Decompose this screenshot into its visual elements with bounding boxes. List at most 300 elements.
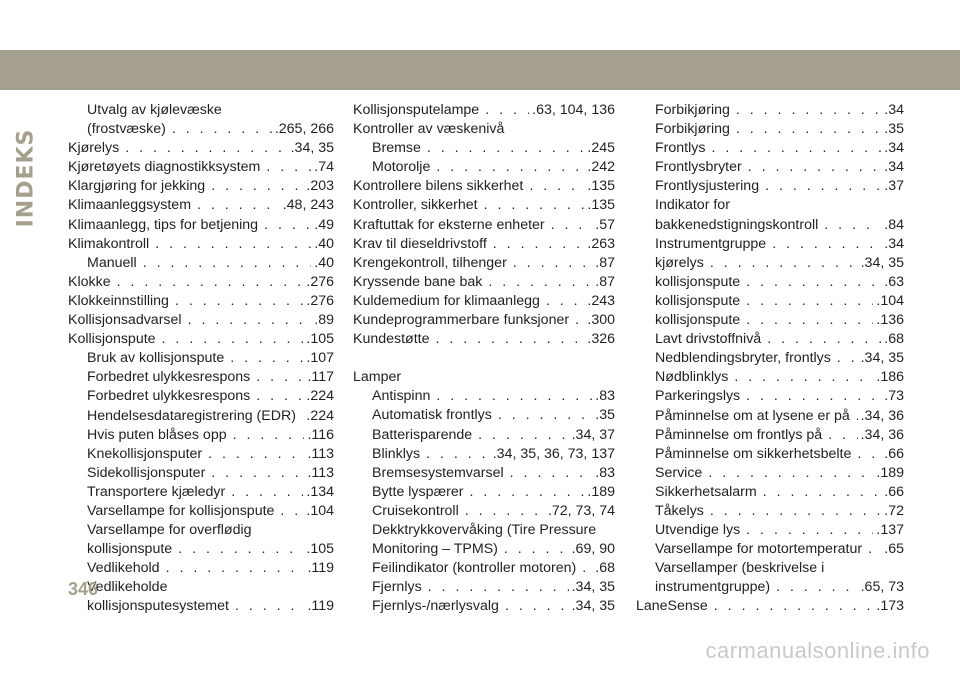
entry-pages: .34 [884, 102, 904, 118]
entry-pages: .224 [306, 388, 334, 405]
index-entry [636, 101, 904, 120]
entry-text: Kjøretøyets diagnostikksystem [68, 159, 261, 176]
index-entry [353, 158, 615, 177]
dot-leader [746, 521, 873, 540]
entry-text: Krav til dieseldrivstoff [353, 235, 487, 252]
dot-leader [211, 177, 303, 196]
entry-pages: .113 [307, 464, 334, 481]
entry-text: Påminnelse om sikkerhetsbelte [655, 445, 852, 462]
entry-pages: .35 [595, 407, 615, 424]
entry-text: Automatisk frontlys [372, 407, 492, 424]
index-entry [68, 273, 334, 292]
entry-text: Kuldemedium for klimaanlegg [353, 292, 540, 309]
entry-text: Antispinn [372, 388, 431, 405]
entry-text: Fjernlys [372, 579, 422, 596]
index-entry [636, 540, 904, 559]
entry-text: Kundeprogrammerbare funksjoner [353, 312, 570, 329]
entry-pages: .245 [587, 140, 615, 157]
dot-leader [714, 597, 874, 616]
dot-leader [868, 540, 881, 559]
entry-pages: .116 [307, 426, 334, 443]
entry-pages: .72 [884, 502, 904, 519]
entry-pages: .113 [307, 445, 334, 462]
index-entry [68, 235, 334, 254]
index-entry [636, 445, 904, 464]
index-entry [636, 464, 904, 483]
entry-text: Frontlysjustering [655, 178, 760, 195]
entry-pages: .66 [884, 445, 904, 462]
index-entry [353, 387, 615, 406]
entry-text: Feilindikator (kontroller motoren) [372, 560, 577, 577]
index-entry [68, 311, 334, 330]
entry-pages: .263 [587, 235, 615, 252]
index-entry [353, 483, 615, 502]
entry-pages: .65, 73 [860, 579, 904, 596]
entry-pages: .66 [884, 483, 904, 500]
entry-text: Transportere kjæledyr [87, 483, 226, 500]
dot-leader [175, 292, 303, 311]
index-entry [636, 597, 904, 616]
index-entry [68, 502, 334, 521]
entry-pages: .243 [587, 292, 615, 309]
index-entry [353, 120, 615, 139]
entry-pages: .84 [884, 216, 904, 233]
dot-leader [302, 407, 303, 426]
dot-leader [488, 273, 592, 292]
index-entry [68, 177, 334, 196]
entry-text: Krengekontroll, tilhenger [353, 254, 507, 271]
entry-pages: .40 [314, 254, 334, 271]
dot-leader [188, 311, 312, 330]
entry-text: Kollisjonsputelampe [353, 102, 480, 118]
entry-text: Klimakontroll [68, 235, 150, 252]
index-entry [636, 578, 904, 597]
entry-pages: .34, 36 [860, 426, 904, 443]
entry-text: Lamper [353, 369, 402, 386]
entry-text: Vedlikehold [87, 560, 160, 577]
entry-pages: .37 [884, 178, 904, 195]
entry-text: (frostvæske) [87, 121, 166, 138]
dot-leader [143, 254, 312, 273]
entry-text: Nedblendingsbryter, frontlys [655, 350, 831, 367]
dot-leader [231, 483, 303, 502]
index-entry [353, 502, 615, 521]
entry-pages: .73 [884, 388, 904, 405]
dot-leader [484, 196, 585, 215]
dot-leader [837, 349, 858, 368]
index-entry [68, 120, 334, 139]
dot-leader [172, 120, 272, 139]
entry-pages: .65 [884, 541, 904, 558]
entry-pages: .135 [587, 178, 615, 195]
entry-text: Klokke [68, 273, 111, 290]
entry-text: kollisjonspute [655, 292, 741, 309]
dot-leader [551, 216, 593, 235]
entry-pages: .119 [307, 560, 334, 577]
entry-pages: .57 [595, 216, 615, 233]
dot-leader [767, 330, 881, 349]
dot-leader [166, 559, 305, 578]
entry-text: Klargjøring for jekking [68, 178, 206, 195]
dot-leader [155, 235, 311, 254]
entry-text: Kryssende bane bak [353, 273, 483, 290]
entry-pages: .242 [587, 159, 615, 176]
entry-text: Blinklys [372, 445, 421, 462]
entry-text: instrumentgruppe) [655, 579, 771, 596]
entry-text: kollisjonspute [655, 312, 741, 329]
entry-pages: .137 [876, 522, 904, 539]
entry-text: Påminnelse om frontlys på [655, 426, 823, 443]
index-entry [636, 311, 904, 330]
index-entry [636, 216, 904, 235]
entry-text: Cruisekontroll [372, 502, 459, 519]
entry-pages: .276 [306, 273, 334, 290]
entry-text: Bremsesystemvarsel [372, 464, 504, 481]
index-entry [68, 330, 334, 349]
entry-pages: .300 [587, 312, 615, 329]
index-entry [68, 559, 334, 578]
entry-pages: .189 [587, 483, 615, 500]
entry-text: Service [655, 464, 703, 481]
entry-pages: .134 [306, 483, 334, 500]
index-entry [68, 426, 334, 445]
entry-pages: .224 [306, 407, 334, 424]
top-margin [0, 0, 960, 50]
entry-pages: .136 [876, 312, 904, 329]
dot-leader [197, 196, 280, 215]
index-entry [353, 540, 615, 559]
dot-leader [230, 349, 303, 368]
dot-leader [734, 368, 873, 387]
index-entry [68, 254, 334, 273]
index-entry [353, 216, 615, 235]
entry-text: Instrumentgruppe [655, 235, 767, 252]
dot-leader [465, 502, 545, 521]
index-entry [636, 177, 904, 196]
index-entry [636, 196, 904, 215]
index-entry [68, 445, 334, 464]
index-entry [68, 464, 334, 483]
entry-text: Kraftuttak for eksterne enheter [353, 216, 545, 233]
index-entry [636, 368, 904, 387]
entry-text: Hendelsesdataregistrering (EDR) [87, 407, 296, 424]
entry-text: Indikator for [655, 197, 730, 214]
entry-pages: .105 [306, 541, 334, 558]
index-entry [636, 426, 904, 445]
entry-text: Kontroller, sikkerhet [353, 197, 478, 214]
index-entry [636, 292, 904, 311]
entry-pages: .34, 35 [860, 254, 904, 271]
entry-pages: .87 [595, 254, 615, 271]
dot-leader [746, 292, 873, 311]
entry-text: Kjørelys [68, 140, 120, 157]
entry-text: kjørelys [655, 254, 704, 271]
dot-leader [710, 254, 858, 273]
dot-leader [264, 216, 311, 235]
entry-pages: .107 [306, 350, 334, 367]
dot-leader [529, 177, 584, 196]
entry-pages: .104 [876, 292, 904, 309]
dot-leader [824, 216, 881, 235]
dot-leader [776, 578, 857, 597]
dot-leader [711, 139, 881, 158]
entry-pages: .34, 36 [860, 407, 904, 424]
dot-leader [736, 120, 881, 139]
entry-text: Hvis puten blåses opp [87, 426, 227, 443]
dot-leader [208, 445, 304, 464]
index-entry [636, 330, 904, 349]
entry-text: Sidekollisjonsputer [87, 464, 206, 481]
entry-text: LaneSense [636, 598, 708, 615]
dot-leader [233, 426, 305, 445]
entry-text: Lavt drivstoffnivå [655, 331, 762, 348]
index-entry [636, 273, 904, 292]
index-entry [353, 559, 615, 578]
entry-text: Påminnelse om at lysene er på [655, 407, 850, 424]
entry-pages: .34, 35 [571, 598, 615, 615]
entry-text: Parkeringslys [655, 388, 741, 405]
entry-pages: .104 [306, 502, 334, 519]
entry-text: Vedlikeholde [87, 579, 168, 596]
section-label: INDEKS [13, 128, 39, 228]
entry-pages: .63, 104, 136 [532, 102, 615, 118]
index-entry [636, 349, 904, 368]
dot-leader [117, 273, 304, 292]
entry-text: Forbedret ulykkesrespons [87, 388, 251, 405]
index-entry [636, 502, 904, 521]
entry-pages: .48, 243 [282, 197, 334, 214]
index-entry [636, 254, 904, 273]
entry-pages: .203 [306, 178, 334, 195]
dot-leader [504, 540, 569, 559]
index-entry [636, 387, 904, 406]
dot-leader [763, 483, 882, 502]
entry-text: Forbedret ulykkesrespons [87, 369, 251, 386]
dot-leader [436, 387, 592, 406]
entry-pages: .34, 37 [571, 426, 615, 443]
index-entry [636, 120, 904, 139]
entry-pages: .89 [314, 312, 334, 329]
dot-leader [746, 311, 873, 330]
dot-leader [478, 426, 568, 445]
entry-text: Varsellampe for overflødig [87, 522, 252, 539]
index-entry [636, 158, 904, 177]
entry-pages: .34, 35, 36, 73, 137 [492, 445, 615, 462]
dot-leader [828, 426, 857, 445]
entry-text: Varsellampe for kollisjonspute [87, 502, 275, 519]
dot-leader [178, 540, 303, 559]
dot-leader [211, 464, 304, 483]
entry-pages: .49 [314, 216, 334, 233]
entry-text: Sikkerhetsalarm [655, 483, 757, 500]
entry-text: Nødblinklys [655, 369, 729, 386]
dot-leader [235, 597, 305, 616]
index-entry [68, 216, 334, 235]
entry-pages: .173 [876, 598, 904, 615]
index-entry [68, 158, 334, 177]
index-entry [353, 464, 615, 483]
entry-pages: .34 [884, 140, 904, 157]
dot-leader [505, 597, 569, 616]
entry-text: Motorolje [372, 159, 431, 176]
index-entry [353, 445, 615, 464]
entry-text: Kollisjonspute [68, 331, 156, 348]
dot-leader [708, 464, 873, 483]
index-column-3 [636, 101, 904, 617]
index-entry [636, 139, 904, 158]
index-entry [353, 139, 615, 158]
dot-leader [510, 464, 593, 483]
index-entry [68, 387, 334, 406]
index-entry [353, 101, 615, 120]
dot-leader [125, 139, 287, 158]
entry-pages: .135 [587, 197, 615, 214]
index-entry [68, 578, 334, 597]
dot-leader [857, 445, 881, 464]
dot-leader [582, 559, 592, 578]
entry-text: Kollisjonsadvarsel [68, 312, 182, 329]
dot-leader [746, 273, 881, 292]
index-entry [353, 368, 615, 387]
entry-text: Utvalg av kjølevæske [87, 102, 222, 118]
entry-pages: .74 [314, 159, 334, 176]
watermark: carmanualsonline.info [705, 638, 930, 663]
index-entry [353, 597, 615, 616]
dot-leader [856, 407, 858, 426]
entry-pages: .83 [595, 464, 615, 481]
entry-text: Frontlysbryter [655, 159, 742, 176]
index-entry [353, 235, 615, 254]
entry-pages: .40 [314, 235, 334, 252]
index-entry [68, 139, 334, 158]
dot-leader [427, 139, 584, 158]
dot-leader [765, 177, 881, 196]
index-entry [636, 407, 904, 426]
index-entry [353, 177, 615, 196]
dot-leader [546, 292, 584, 311]
entry-text: kollisjonsputesystemet [87, 598, 229, 615]
dot-leader [266, 158, 311, 177]
index-entry [68, 521, 334, 540]
dot-leader [513, 254, 592, 273]
entry-text: Bremse [372, 140, 421, 157]
entry-text: Knekollisjonsputer [87, 445, 203, 462]
dot-leader [280, 502, 303, 521]
index-entry [353, 521, 615, 540]
entry-text: Forbikjøring [655, 102, 730, 118]
index-column-1 [68, 101, 334, 617]
dot-leader [710, 502, 881, 521]
dot-leader [436, 330, 585, 349]
dot-leader [485, 101, 529, 120]
dot-leader [746, 387, 881, 406]
index-entry [68, 196, 334, 215]
entry-pages: .326 [587, 331, 615, 348]
header-band [0, 50, 960, 90]
index-entry [353, 292, 615, 311]
entry-text: Forbikjøring [655, 121, 730, 138]
index-entry [636, 483, 904, 502]
dot-leader [736, 101, 881, 120]
index-entry [353, 578, 615, 597]
dot-leader [426, 445, 490, 464]
dot-leader [498, 406, 592, 425]
dot-leader [772, 235, 881, 254]
entry-text: Manuell [87, 254, 137, 271]
dot-leader [256, 368, 304, 387]
entry-pages: .34, 35 [860, 350, 904, 367]
entry-pages: .63 [884, 273, 904, 290]
dot-leader [162, 330, 304, 349]
index-entry [353, 426, 615, 445]
index-entry [68, 407, 334, 426]
entry-text: Bytte lyspærer [372, 483, 464, 500]
entry-pages: .34, 35 [571, 579, 615, 596]
dot-leader [469, 483, 584, 502]
entry-pages: .34 [884, 159, 904, 176]
index-entry [68, 101, 334, 120]
entry-text: Varsellamper (beskrivelse i [655, 560, 825, 577]
entry-text: Klimaanlegg, tips for betjening [68, 216, 259, 233]
entry-pages: .186 [876, 369, 904, 386]
index-entry [68, 292, 334, 311]
dot-leader [256, 387, 303, 406]
entry-text: Varsellampe for motortemperatur [655, 541, 863, 558]
index-entry [68, 540, 334, 559]
entry-text: Dekktrykkovervåking (Tire Pressure [372, 521, 597, 538]
index-entry [68, 368, 334, 387]
index-entry [636, 235, 904, 254]
entry-pages: .87 [595, 273, 615, 290]
entry-pages: .34, 35 [290, 140, 334, 157]
dot-leader [436, 158, 584, 177]
index-entry [636, 559, 904, 578]
entry-pages: .68 [595, 560, 615, 577]
entry-pages: .105 [306, 331, 334, 348]
index-entry [68, 349, 334, 368]
entry-pages: .265, 266 [274, 121, 334, 138]
entry-text: Frontlys [655, 140, 706, 157]
index-entry [353, 196, 615, 215]
page-number: 346 [68, 579, 99, 599]
entry-pages: .189 [876, 464, 904, 481]
index-column-2 [353, 101, 615, 616]
entry-pages: .69, 90 [571, 541, 615, 558]
entry-text: Tåkelys [655, 502, 704, 519]
entry-pages: .83 [595, 388, 615, 405]
index-entry [353, 330, 615, 349]
entry-text: Utvendige lys [655, 522, 741, 539]
entry-text: Klokkeinnstilling [68, 292, 169, 309]
entry-pages: .72, 73, 74 [547, 502, 615, 519]
entry-text: Bruk av kollisjonspute [87, 350, 225, 367]
entry-pages: .68 [884, 331, 904, 348]
entry-text: Monitoring – TPMS) [372, 541, 498, 558]
index-entry [353, 406, 615, 425]
entry-pages: .35 [884, 121, 904, 138]
dot-leader [575, 311, 584, 330]
entry-text: Fjernlys-/nærlysvalg [372, 598, 499, 615]
entry-text: kollisjonspute [655, 273, 741, 290]
entry-text: bakkenedstigningskontroll [655, 216, 819, 233]
entry-text: kollisjonspute [87, 541, 173, 558]
index-entry [636, 521, 904, 540]
entry-text: Kontroller av væskenivå [353, 121, 505, 138]
entry-pages: .34 [884, 235, 904, 252]
entry-text: Batterisparende [372, 426, 473, 443]
dot-leader [748, 158, 882, 177]
entry-pages: .117 [307, 369, 334, 386]
